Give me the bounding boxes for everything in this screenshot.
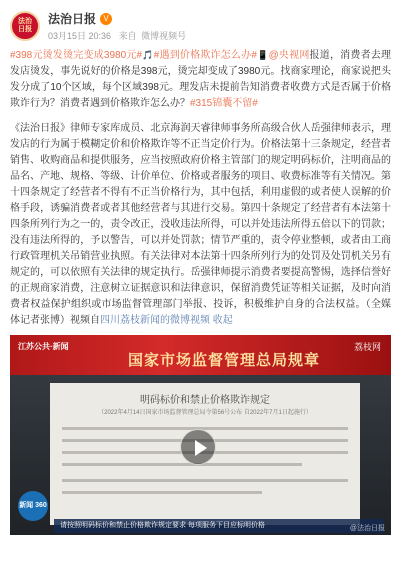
body-paragraph-2-wrap (10, 121, 391, 329)
video-watermark: @法治日报 (349, 525, 385, 532)
verified-badge-icon: V (100, 13, 112, 25)
video-frame (10, 335, 391, 535)
post-source: 微博视频号 (141, 31, 187, 41)
collapse-link[interactable]: 收起 (212, 315, 233, 326)
phone-icon: 📱 (256, 50, 269, 60)
post-meta (48, 29, 191, 42)
post-timestamp[interactable]: 03月15日 20:36 (48, 31, 112, 41)
author-avatar[interactable]: 法治日报 (10, 11, 40, 41)
play-icon[interactable] (180, 429, 216, 465)
document-title: 明码标价和禁止价格欺诈规定 (140, 395, 270, 406)
video-banner-title: 国家市场监督管理总局规章 (128, 352, 321, 369)
video-station-logo: 江苏公共·新闻 (18, 342, 69, 351)
author-name[interactable]: 法治日报 (48, 12, 97, 26)
document-text-line (62, 491, 262, 494)
author-name-row (48, 10, 191, 27)
hashtag-315[interactable]: #315锦囊不留# (190, 98, 258, 109)
post-content (10, 47, 391, 329)
document-subtitle: （2022年4月14日国家市场监督管理总局令第56号公布 自2022年7月1日起施行） (98, 410, 312, 416)
video-source-link[interactable]: 四川荔枝新闻的微博视频 (100, 315, 210, 326)
author-block (48, 10, 191, 42)
video-ticker: 请按照明码标价和禁止价格欺诈规定要求 每项服务下目应标明价格 (54, 519, 384, 533)
reporter-mention[interactable]: @央视网 (268, 50, 310, 61)
document-text-line (62, 463, 302, 466)
video-player[interactable] (10, 335, 391, 535)
topic-link-2[interactable]: #遇到价格欺诈怎么办# (153, 50, 257, 61)
news360-logo: 新闻 360 (18, 491, 48, 521)
video-corner-logo: 荔枝网 (353, 342, 381, 352)
post-header (10, 8, 391, 44)
document-text-line (62, 479, 348, 482)
body-paragraph-1: 报道，消费者去理发店烫发，事先说好的价格是398元，烫完却变成了3980元。找商家理论，商家说把头发分成了10个区域，每个区域398元。理发店未提前告知消费者收费方式是否属于价格欺诈行为？消费者遇到价格欺诈怎么办？ (10, 50, 391, 109)
topic-link[interactable]: #398元烫发烫完变成3980元# (10, 50, 143, 61)
body-paragraph-2: 《法治日报》律师专家库成员、北京海润天睿律师事务所高级合伙人岳强律师表示，理发店的行为属于模糊定价和价格欺诈等不正当定价行为。价格法第十三条规定，经营者销售、收购商品和提供服务，应当按照政府价格主管部门的规定明码标价，注明商品的品名、产地、规格、等级、计价单位、价格或者服务的项目、收费标准等有关情况。第十四条规定了经营者不得有不正当价格行为，其中包括，利用虚假的或者使人误解的价格手段，诱骗消费者或者其他经营者与其进行交易。第四十条规定了经营者有本法第十四条所列行为之一的，责令改正，没收违法所得，可以并处违法所得五倍以下的罚款；没有违法所得的，予以警告，可以并处罚款；情节严重的，责令停业整顿，或者由工商行政管理机关吊销营业执照。有关法律对本法第十四条所列行为的处罚及处罚机关另有规定的，可以依照有关法律的规定执行。岳强律师提示消费者要提高警惕，选择信誉好的正规商家消费，注意树立证据意识和法律意识，保留消费凭证等相关证据，及时向消费者权益保护组织或市场监督管理部门举报、投诉，积极维护自身的合法权益。（全媒体记者张博）视频自 (10, 123, 391, 326)
topic-music-icon: 🎵 (142, 50, 154, 60)
source-label: 来自 (118, 31, 137, 41)
